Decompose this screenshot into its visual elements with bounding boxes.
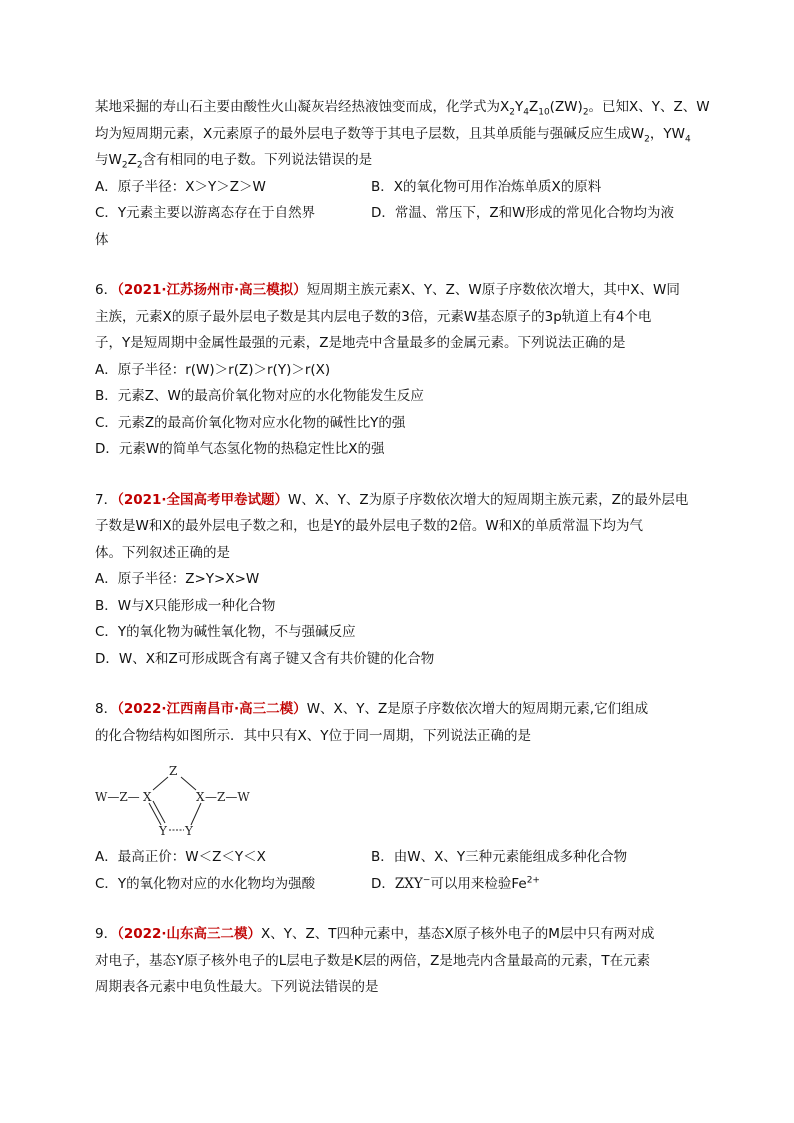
bond-x-y-right: [191, 803, 201, 825]
q8-structure-diagram: [95, 749, 735, 844]
q5-options-row-2: [95, 200, 735, 227]
q8-options-row-1: [95, 844, 735, 871]
bond-x-y-left-2: [153, 801, 165, 823]
q8-source: （2022·江西南昌市·高三二模）: [117, 701, 307, 717]
question-9: [95, 921, 735, 1001]
atom-y-left: Y: [159, 824, 167, 838]
bond-z-x-right: [181, 777, 196, 790]
q6-number: 6．: [95, 282, 118, 298]
atom-x-right: X: [196, 790, 205, 804]
q9-stem-line-3: 周期表各元素中电负性最大。下列说法错误的是: [95, 979, 379, 995]
q6-option-d: D．元素W的简单气态氢化物的热稳定性比X的强: [95, 441, 385, 457]
q9-stem-line-2: 对电子，基态Y原子核外电子的L层电子数是K层的两倍，Z是地壳内含量最高的元素，T在元素: [95, 952, 651, 969]
q7-number: 7．: [95, 491, 118, 508]
q8-option-a: A．最高正价：W＜Z＜Y＜X: [95, 849, 266, 865]
q8-option-c: C．Y的氧化物对应的水化物均为强酸: [95, 875, 316, 892]
q6-stem-line-2: 主族，元素X的原子最外层电子数是其内层电子数的3倍，元素W基态原子的3p轨道上有4个电: [95, 308, 652, 325]
q7-stem-line-2: 子数是W和X的最外层电子数之和，也是Y的最外层电子数的2倍。W和X的单质常温下均为气: [95, 518, 644, 534]
q8-stem-line-2: 的化合物结构如图所示．其中只有X、Y位于同一周期，下列说法正确的是: [95, 727, 531, 744]
question-7: [95, 487, 735, 673]
q5-option-c: C．Y元素主要以游离态存在于自然界: [95, 205, 316, 221]
q8-structure-svg: [95, 749, 295, 844]
q5-stem-line-1: 某地采掘的寿山石主要由酸性火山凝灰岩经热液蚀变而成，化学式为$X_2Y_4Z_{10}(ZW)_2$。已知X、Y、Z、W: [95, 99, 710, 118]
chain-right: —Z—W: [205, 790, 250, 804]
q9-number: 9．: [95, 926, 118, 942]
q6-option-a: A．原子半径：r(W)＞r(Z)＞r(Y)＞r(X): [95, 361, 331, 378]
q5-options-row-1: [95, 174, 735, 201]
q5-option-a: A．原子半径：X＞Y＞Z＞W: [95, 178, 266, 195]
q9-stem-line-1: 9．（2022·山东高三二模）X、Y、Z、T四种元素中，基态X原子核外电子的M层中只有两对成: [95, 926, 655, 942]
atom-y-right: Y: [185, 824, 193, 838]
q7-stem-line-1: 7．（2021·全国高考甲卷试题）W、X、Y、Z为原子序数依次增大的短周期主族元素，Z的最外层电: [95, 491, 689, 508]
document-content: [95, 94, 735, 1001]
q8-number: 8．: [95, 701, 118, 717]
q5-stem-line-3: 与$W_2Z_2$含有相同的电子数。下列说法错误的是: [95, 152, 373, 171]
q8-option-b: B．由W、X、Y三种元素能组成多种化合物: [371, 849, 628, 865]
q6-option-c: C．元素Z的最高价氧化物对应水化物的碱性比Y的强: [95, 414, 406, 431]
q7-option-c: C．Y的氧化物为碱性氧化物，不与强碱反应: [95, 624, 356, 640]
bond-x-y-left-1: [149, 803, 161, 825]
q6-option-b: B．元素Z、W的最高价氧化物对应的水化物能发生反应: [95, 388, 424, 404]
question-8: [95, 696, 735, 897]
q5-stem-line-2: 均为短周期元素，X元素原子的最外层电子数等于其电子层数，且其单质能与强碱反应生成$W_2$，$YW_4$: [95, 125, 691, 145]
q6-source: （2021·江苏扬州市·高三模拟）: [117, 282, 307, 298]
q7-source: （2021·全国高考甲卷试题）: [117, 491, 289, 508]
q7-option-a: A．原子半径：Z>Y>X>W: [95, 571, 260, 587]
question-6: [95, 277, 735, 463]
q7-option-d: D．W、X和Z可形成既含有离子键又含有共价键的化合物: [95, 650, 435, 667]
q7-option-b: B．W与X只能形成一种化合物: [95, 597, 276, 614]
atom-z-top: Z: [169, 764, 178, 778]
chain-left: W—Z—: [95, 790, 140, 804]
question-5: [95, 94, 735, 253]
q8-stem-line-1: 8．（2022·江西南昌市·高三二模）W、X、Y、Z是原子序数依次增大的短周期元素,它们组成: [95, 701, 649, 717]
q8-option-d: D．ZXY−可以用来检验$Fe^{2+}$: [371, 875, 540, 892]
atom-x-left: X: [143, 790, 152, 804]
q5-option-d: D．常温、常压下，Z和W形成的常见化合物均为液: [371, 205, 674, 221]
q9-source: （2022·山东高三二模）: [117, 926, 262, 942]
q5-option-b: B．X的氧化物可用作冶炼单质X的原料: [371, 178, 602, 195]
q6-stem-line-3: 子，Y是短周期中金属性最强的元素，Z是地壳中含量最多的金属元素。下列说法正确的是: [95, 335, 626, 351]
bond-z-x-left: [153, 777, 168, 790]
q5-option-d-cont: 体: [95, 231, 109, 248]
q7-stem-line-3: 体。下列叙述正确的是: [95, 544, 230, 561]
q8-options-row-2: [95, 871, 735, 898]
q6-stem-line-1: 6．（2021·江苏扬州市·高三模拟）短周期主族元素X、Y、Z、W原子序数依次增大，其中X、W同: [95, 282, 680, 298]
